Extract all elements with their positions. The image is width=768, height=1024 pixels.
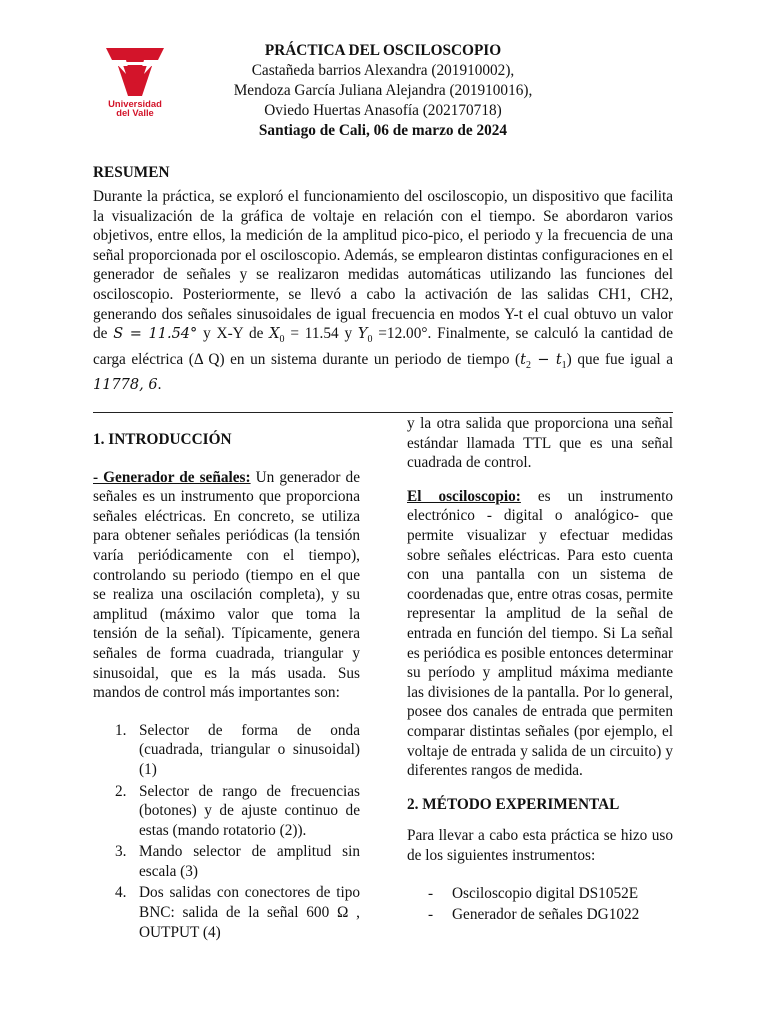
math-x0-var: X [269,326,280,343]
logo-text-line2: del Valle [116,107,154,118]
generator-label: - Generador de señales: [93,468,251,486]
math-s-value: S = 11.54° [113,326,198,343]
right-column [407,414,673,925]
math-y0-value: =12.00° [372,325,428,343]
math-x0-value: = 11.54 [284,325,339,343]
oscilloscope-label: El osciloscopio: [407,487,521,505]
logo-wordmark [100,99,170,117]
author-line-3: Oviedo Huertas Anasofía (202170718) [264,102,502,119]
abstract-text-2: y X-Y de [197,325,270,343]
math-y0-sub: 0 [367,334,373,346]
method-paragraph: Para llevar a cabo esta práctica se hizo uso de los siguientes instrumentos: [407,827,673,864]
math-t2-sub: 2 [525,359,531,371]
oscilloscope-text: es un instrumento electrónico - digital o analógico- que permite visualizar y efectuar medidas sobre señales eléctricas. Para esto cuenta con una pantalla con un sistema de coordenadas que, entre otras cosas, permite representar la amplitud de la señal de entrada en función del tiempo. Si La señal es periódica es posible entonces determinar su período y amplitud máxima mediante las divisiones de la pantalla. Por lo general, posee dos canales de entrada que permiten comparar distintas señales (por ejemplo, el voltaje de entrada y salida de un circuito) y diferentes rangos de medida. [407,487,673,780]
list-item [407,904,673,925]
intro-heading: 1. INTRODUCCIÓN [93,431,232,448]
abstract-heading: RESUMEN [93,164,170,181]
list-item-text: Selector de rango de frecuencias (botones) y de ajuste continuo de estas (mando rotatorio (2)). [139,782,360,839]
list-item [407,883,673,904]
generator-paragraph [93,468,360,703]
abstract-text-5: ) que fue igual a [566,350,673,368]
logo-text-line1: Universidad [108,98,162,109]
generator-text: Un generador de señales es un instrumento que proporciona señales eléctricas. En concreto, se utiliza para obtener señales periódicas (la tensión varía periódicamente con el tiempo), controlando su periodo (tiempo en el que se realiza una oscilación completa), y su amplitud (máximo valor que toma la tensión de la señal). Típicamente, genera señales de forma cuadrada, triangular y sinusoidal, que es la más usada. Sus mandos de control más importantes son: [93,468,360,702]
place-date: Santiago de Cali, 06 de marzo de 2024 [258,122,508,139]
section-divider [93,412,673,413]
math-t1-var: t [555,351,562,368]
math-x0-sub: 0 [279,334,285,346]
list-item-number: 3. [115,843,127,861]
ttl-paragraph: y la otra salida que proporciona una señal estándar llamada TTL que es una señal cuadrada de control. [407,415,673,472]
abstract-text-3: y [338,325,358,343]
method-heading: 2. MÉTODO EXPERIMENTAL [407,795,620,813]
math-t2-var: t [520,351,526,368]
oscilloscope-paragraph [407,487,673,781]
list-item [93,842,360,881]
list-item-text: Osciloscopio digital DS1052E [452,885,639,903]
list-item-text: Generador de señales DG1022 [452,906,640,924]
math-minus: − [530,351,556,368]
list-item-dash: - [428,885,434,903]
author-line-1: Castañeda barrios Alexandra (201910002), [251,62,515,79]
controls-list [93,721,360,943]
list-item-number: 4. [115,884,127,902]
abstract-text-6: . [157,376,162,394]
left-column [93,430,360,942]
list-item-dash: - [428,906,434,924]
abstract-paragraph [93,187,673,396]
list-item-text: Selector de forma de onda (cuadrada, triangular o sinusoidal) (1) [139,721,360,778]
list-item-text: Dos salidas con conectores de tipo BNC: salida de la señal 600 Ω , OUTPUT (4) [139,884,360,941]
math-t1-sub: 1 [561,359,567,371]
result-value: 11778, 6 [93,377,158,394]
abstract-text-1: Durante la práctica, se exploró el funcionamiento del osciloscopio, un dispositivo que facilita la visualización de la gráfica de voltaje en relación con el tiempo. Se abordaron varios objetivos, entre ellos, la medición de la amplitud pico-pico, el periodo y la frecuencia de una señal proporcionada por el osciloscopio. Además, se emplearon distintas configuraciones en el generador de señales y se realizaron medidas automáticas utilizando las funciones del osciloscopio. Posteriormente, se llevó a cabo la activación de las salidas CH1, CH2, generando dos señales sinusoidales de igual frecuencia en modos Y-t el cual obtuvo un valor de [93,188,673,343]
math-y0-var: Y [357,326,368,343]
list-item [93,721,360,780]
list-item-number: 1. [115,721,127,739]
instruments-list [407,883,673,925]
document-title: PRÁCTICA DEL OSCILOSCOPIO [264,42,502,59]
list-item [93,883,360,942]
list-item-number: 2. [115,782,127,800]
abstract-text-4: . Finalmente, se calculó la cantidad de carga eléctrica (Δ Q) en un sistema durante un periodo de tiempo ( [93,325,673,368]
list-item [93,782,360,841]
author-line-2: Mendoza García Juliana Alejandra (201910016), [233,82,533,99]
list-item-text: Mando selector de amplitud sin escala (3) [139,843,360,880]
document-header [190,41,576,141]
